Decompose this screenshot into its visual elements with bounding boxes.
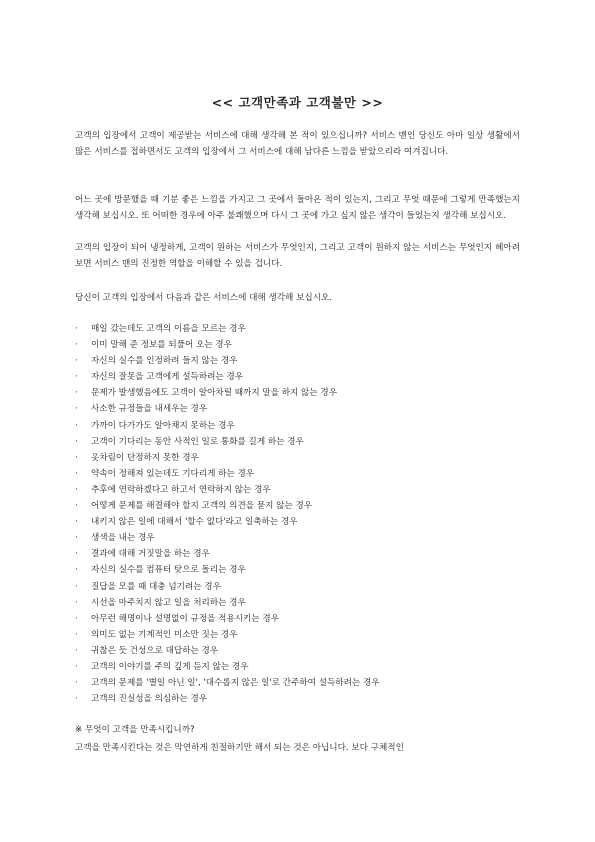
case-list-item: · 자신의 실수를 컴퓨터 탓으로 돌리는 경우 — [75, 562, 380, 578]
case-list-item: · 고객의 이야기를 주의 깊게 듣지 않는 경우 — [75, 659, 380, 675]
case-list-item: · 문제가 발생했음에도 고객이 알아차릴 때까지 말을 하지 않는 경우 — [75, 385, 380, 401]
case-list-item: · 자신의 잘못을 고객에게 설득하려는 경우 — [75, 369, 380, 385]
page-title: << 고객만족과 고객불만 >> — [211, 95, 384, 110]
case-list-item: · 고객이 기다리는 동안 사적인 일로 통화를 길게 하는 경우 — [75, 434, 380, 450]
case-list-item: · 매일 갔는데도 고객의 이름을 모르는 경우 — [75, 321, 380, 337]
closing-paragraph: 고객을 만족시킨다는 것은 막연하게 친절하기만 해서 되는 것은 아닙니다. 보다 구체적인 — [75, 743, 404, 753]
role-paragraph: 고객의 입장이 되어 냉정하게, 고객이 원하는 서비스가 무엇인지, 그리고 고객이 원하지 않는 서비스는 무엇인지 헤아려 보면 서비스 맨의 진정한 역할을 이해할 수 있을 겁니다. — [75, 243, 520, 270]
case-list-item: · 귀찮은 듯 건성으로 대답하는 경우 — [75, 643, 380, 659]
intro-paragraph: 고객의 입장에서 고객이 제공받는 서비스에 대해 생각해 본 적이 있으십니까? 서비스 맨인 당신도 아마 일상 생활에서 많은 서비스를 접하면서도 고객의 입장에서 그 서비스에 대해 남다른 느낌을 받았으리라 여겨집니다. — [75, 131, 520, 158]
case-list-item: · 결과에 대해 거짓말을 하는 경우 — [75, 546, 380, 562]
case-list-item: · 가까이 다가가도 알아채지 못하는 경우 — [75, 418, 380, 434]
case-list-item: · 아무런 해명이나 설명없이 규정을 적용시키는 경우 — [75, 611, 380, 627]
case-list-item: · 옷차림이 단정하지 못한 경우 — [75, 450, 380, 466]
case-list-item: · 생색을 내는 경우 — [75, 530, 380, 546]
case-list-item: · 자신의 실수를 인정하려 들지 않는 경우 — [75, 353, 380, 369]
case-list-item: · 약속이 정해져 있는데도 기다리게 하는 경우 — [75, 466, 380, 482]
case-list-item: · 사소한 규정들을 내세우는 경우 — [75, 401, 380, 417]
visit-paragraph: 어느 곳에 방문했을 때 기분 좋은 느낌을 가지고 그 곳에서 돌아온 적이 있는지, 그리고 무엇 때문에 그렇게 만족했는지 생각해 보십시오. 또 어떠한 경우에 아주 불쾌했으며 다시 그 곳에 가고 싶지 않은 생각이 들었는지 생각해 보십시오. — [75, 195, 520, 222]
case-list-item: · 내키지 않은 일에 대해서 '할수 없다'라고 일축하는 경우 — [75, 514, 380, 530]
case-list-item: · 질답을 모를 때 대충 넘기려는 경우 — [75, 579, 380, 595]
case-list-item: · 고객의 진실성을 의심하는 경우 — [75, 691, 380, 707]
case-list-item: · 이미 말해 준 정보를 되풀어 오는 경우 — [75, 337, 380, 353]
consider-paragraph: 당신이 고객의 입장에서 다음과 같은 서비스에 대해 생각해 보십시오. — [75, 293, 333, 303]
question-heading: ※ 무엇이 고객을 만족시킵니까? — [75, 725, 195, 735]
case-list-item: · 고객의 문제를 '별일 아닌 일', '대수롭지 않은 일'로 간주하여 설득하려는 경우 — [75, 675, 380, 691]
case-list — [75, 321, 380, 707]
case-list-item: · 어떻게 문제를 해결해야 할지 고객의 의견을 묻지 않는 경우 — [75, 498, 380, 514]
case-list-item: · 의미도 없는 기계적인 미소만 짓는 경우 — [75, 627, 380, 643]
case-list-item: · 시선을 마주치지 않고 일을 처리하는 경우 — [75, 595, 380, 611]
case-list-item: · 추후에 연락하겠다고 하고서 연락하지 않는 경우 — [75, 482, 380, 498]
